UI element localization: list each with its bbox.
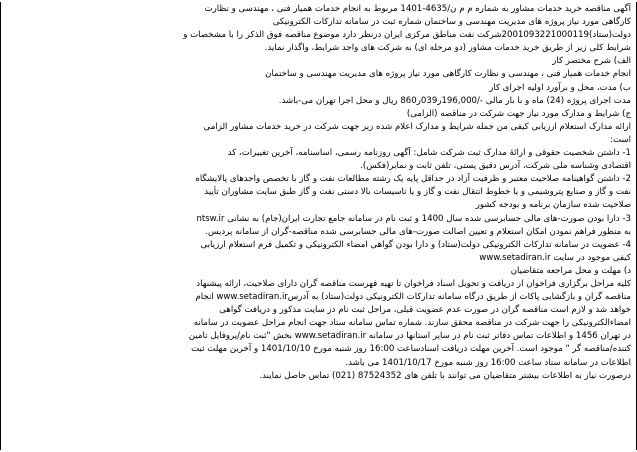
section-body-line: کلیه مراحل برگزاری فراخوان از دریافت و تحویل اسناد فراخوان تا تهیه فهرست مناقصه گران دارای صلاحیت، ارائه پیشنهاد: [196, 278, 631, 289]
requirement-item-2: صلاحیت شده سازمان برنامه و بودجه کشور: [475, 200, 631, 211]
section-heading-jim: ج) شرایط و مدارک مورد نیاز جهت شرکت در مناقصه (الزامی): [406, 108, 631, 119]
section-body-line: مناقصه گران و بازگشایی پاکات از طریق درگاه سامانه تدارکات الکترونیکی دولت(ستاد) به آدرسwww.setadiran.ir انجام: [195, 292, 631, 303]
page-border-left: [0, 2, 1, 450]
section-body-line: کننده/مناقصه گر " موجود است. آخرین مهلت دریافت اسنادساعت 16:00 روز شنبه مورخ 1401/10/10 و آخرین مهلت ثبت: [191, 344, 631, 355]
section-heading-be: ب) مدت، محل و برآورد اولیه اجرای کار: [489, 82, 631, 93]
title-line: آگهی مناقصه خرید خدمات مشاور به شماره م م ن/4635-1401 مربوط به انجام خدمات همیار فنی ، مهندسی و نظارت: [204, 4, 631, 14]
intro-line: دولت(ستاد)2001093221000119شرکت نفت مناطق مرکزی ایران درنظر دارد موضوع مناقصه فوق الذکر را با مشخصات و: [183, 30, 631, 41]
section-body-line: مدت اجرای پروژه (24) ماه و با بار مالی -/196,000ر039ر860 ریال و محل اجرا تهران می-باشد.: [278, 95, 631, 106]
requirement-item-4: کیفی موجود در سایت www.setadiran.ir: [479, 252, 631, 263]
section-body-line: است:: [610, 134, 631, 145]
intro-line: شرایط کلی زیر از طریق خرید خدمات مشاور (دو مرحله ای) به شرکت های واجد شرایط، واگذار نماید.: [264, 43, 631, 54]
document-body: [4, 3, 631, 383]
section-body-line: اطلاعات در سامانه ستاد ساعت 16:00 روز شنبه مورخ 1401/10/17 می باشد.: [345, 357, 631, 368]
requirement-item-3: به منظور فراهم نمودن امکان استعلام و تعیین اصالت صورت-های مالی حسابرسی شده مناقصه-گران از سامانه پردیس.: [205, 226, 631, 237]
section-heading-dal: د) مهلت و محل مراجعه متقاضیان: [510, 265, 631, 276]
requirement-item-1: 1- داشتن شخصیت حقوقی و ارائۀ مدارک ثبت شرکت شامل: آگهی روزنامه رسمی، اساسنامه، آخرین تغییرات، کد: [227, 148, 631, 159]
requirement-item-1: اقتصادی وشناسه ملی شرکت، آدرس دقیق پستی، تلفن ثابت و نمابر(فکس).: [360, 161, 631, 172]
section-body-line: ارائه مدارک استعلام ارزیابی کیفی من جمله شرایط و مدارک اعلام شده زیر جهت شرکت در خرید خدمات مشاور الزامی: [203, 121, 631, 132]
requirement-item-2: نفت و گاز و صنایع پتروشیمی و یا خطوط انتقال نفت و گاز و یا تاسیسات بالا دستی نفت و گاز طبق سایت مشاوران تأیید: [204, 187, 631, 198]
section-body-line: انجام خدمات همیار فنی ، مهندسی و نظارت کارگاهی مورد نیاز پروژه های مدیریت مهندسی و ساختمان: [265, 69, 631, 80]
requirement-item-2: 2- داشتن گواهینامه صلاحیت معتبر و ظرفیت آزاد در حداقل پایه یک رشته مطالعات نفت و گاز با تخصص واحدهای پالایشگاه: [195, 174, 631, 185]
contact-line: درصورت نیاز به اطلاعات بیشتر متقاضیان می توانند با تلفن های 87524352 (021) تماس حاصل نمایند.: [259, 370, 631, 381]
section-body-line: خواهد شد و لازم است مناقصه گران در صورت عدم عضویت قبلی، مراحل ثبت نام در سایت مذکور و دریافت گواهی: [219, 305, 631, 316]
section-heading-alef: الف) شرح مختصر کار: [552, 56, 631, 67]
section-body-line: در تهران 1456 و اطلاعات تماس دفاتر ثبت نام در سایر استانها در سامانه www.setadiran.ir بخش "ثبت نام/پروفایل تامین: [188, 331, 631, 342]
requirement-item-3: 3- دارا بودن صورت-های مالی حسابرسی شده سال 1400 و ثبت نام در سامانه جامع تجارت ایران(جام) به نشانی ntsw.ir: [196, 213, 631, 224]
section-body-line: امضاءالکترونیکی را جهت شرکت در مناقصه محقق سازند. شماره تماس سامانه ستاد جهت انجام مراحل عضویت در سامانه: [193, 318, 631, 329]
title-line: کارگاهی مورد نیاز پروژه های مدیریت مهندسی و ساختمان شماره ثبت در سامانه تدارکات الکترونیکی: [272, 17, 631, 28]
requirement-item-4: 4- عضویت در سامانه تدارکات الکترونیکی دولت(ستاد) و دارا بودن گواهی امضاء الکترونیکی و تکمیل فرم استعلام ارزیابی: [200, 239, 631, 250]
